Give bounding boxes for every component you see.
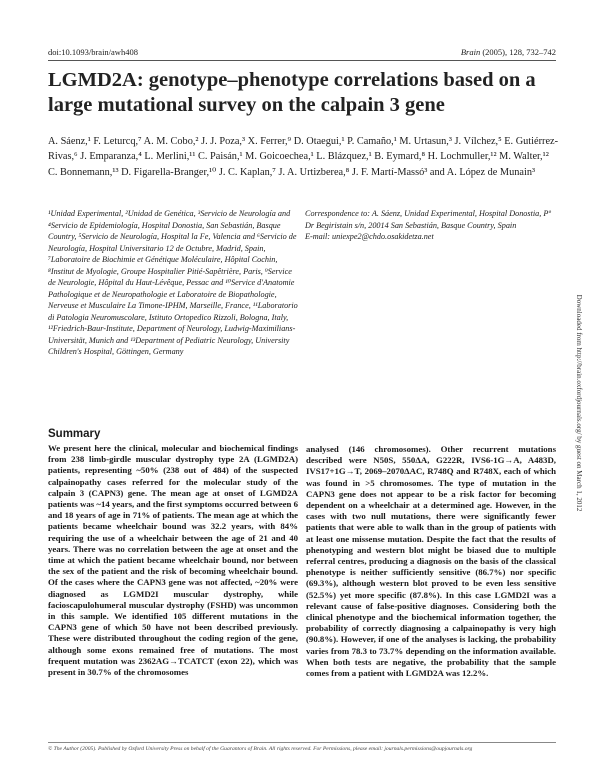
article-title: LGMD2A: genotype–phenotype correlations based on a large mutational survey on the calpain 3 gene [48, 69, 536, 116]
doi-header: doi:10.1093/brain/awh408 [48, 47, 138, 57]
correspondence-email: E-mail: uniexpe2@chdo.osakidetza.net [305, 232, 434, 241]
summary-heading: Summary [48, 428, 101, 440]
affiliations: ¹Unidad Experimental, ²Unidad de Genética, ³Servicio de Neurología and ⁴Servicio de Epidemiología, Hospital Donostia, San Sebastián, Basque Country, ⁵Servicio de Neurología, Hospital la Fe, Valencia and ⁶Servicio de Neurología, Hospital Universitario 12 de Octubre, Madrid, Spain, ⁷Laboratoire de Biochimie et Génétique Moléculaire, Hôpital Cochin, ⁸Institut de Myologie, Groupe Hospitalier Pitié-Sapêtrière, Paris, ⁹Service de Neurologie, Hôpital du Haut-Lévêque, Pessac and ¹⁰Service d'Anatomie Pathologique et de Neuropathologie et Laboratoire de Biopathologie, Nerveuse et Musculaire La Timone-IPHM, Marseille, France, ¹¹Laboratorio di Patologia Neuromuscolare, Istituto Ortopedico Rizzoli, Bologna, Italy, ¹²Friedrich-Baur-Institute, Department of Neurology, Ludwig-Maximilians-Universität, Munich and ¹³Department of Pediatric Neurology, University Children's Hospital, Göttingen, Germany [48, 209, 298, 356]
summary-column-left [48, 443, 298, 678]
summary-text-left: We present here the clinical, molecular and biochemical findings from 238 limb-girdle muscular dystrophy type 2A (LGMD2A) patients, representing ~50% (238 out of 484) of the suspected calpainopathy cases referred for the molecular study of the calpain 3 (CAPN3) gene. The mean age at onset of LGMD2A patients was ~14 years, and the first symptoms occurred between 6 and 18 years of age in 71% of patients. The mean age at which the patients became wheelchair bound was 32.2 years, with 84% requiring the use of a wheelchair between the age of 21 and 40 years. There was no correlation between the age at onset and the time at which the patient became wheelchair bound, nor between the sex of the patient and the risk of becoming wheelchair bound. Of the cases where the CAPN3 gene was not affected, ~20% were diagnosed as LGMD2I muscular dystrophy, while facioscapulohumeral muscular dystrophy (FSHD) was uncommon in this sample. We identified 105 different mutations in the CAPN3 gene of which 50 have not been described previously. These were distributed throughout the coding region of the gene, although some exons remained free of mutations. The most frequent mutation was 2362AG→TCATCT (exon 22), which was present in 30.7% of the chromosomes [48, 443, 298, 678]
summary-column-right [306, 444, 556, 679]
correspondence-address: Correspondence to: A. Sáenz, Unidad Experimental, Hospital Donostia, Pº Dr Begiristain s/n, 20014 San Sebastián, Basque Country, Spain [305, 209, 551, 230]
journal-name: Brain [460, 47, 481, 57]
correspondence-block [305, 208, 560, 243]
download-watermark-text: Downloaded from http://brain.oxfordjournals.org/ by guest on March 1, 2012 [575, 294, 583, 512]
copyright-footer: © The Author (2005). Published by Oxford University Press on behalf of the Guarantors of Brain. All rights reserved. For Permissions, please email: journals.permissions@oupjournals.org [48, 746, 473, 752]
summary-text-right: analysed (146 chromosomes). Other recurrent mutations described were N50S, 550ΔA, G222R, IVS6-1G→A, A483D, IVS17+1G→T, 2069–2070ΔAC, R748Q and R748X, each of which was found in >5 chromosomes. The type of mutation in the CAPN3 gene does not appear to be a risk factor for becoming dependent on a wheelchair at a determined age. However, in the cases with two null mutations, there were significantly fewer patients that were able to walk than in the group of patients with at least one missense mutation. Despite the fact that the results of phenotyping and western blot might be biased due to multiple referral centres, producing a diagnosis on the basis of the classical phenotype is neither sufficiently sensitive (86.7%) nor specific (69.3%), although western blot proved to be even less sensitive (52.5%) yet more specific (87.8%). In this case LGMD2I was a relevant cause of false-positive diagnoses. Considering both the clinical phenotype and the biochemical information together, the probability of correctly diagnosing a calpainopathy is very high (90.8%). However, if one of the analyses is lacking, the probability varies from 78.3 to 73.7% depending on the information available. When both tests are negative, the probability that the sample comes from a patient with LGMD2A was 12.2%. [306, 444, 556, 679]
citation-details: (2005), 128, 732–742 [480, 47, 556, 57]
footer-rule [48, 742, 556, 743]
download-watermark [573, 268, 585, 538]
author-list: A. Sáenz,¹ F. Leturcq,⁷ A. M. Cobo,² J. J. Poza,³ X. Ferrer,⁹ D. Otaegui,¹ P. Camaño,¹ M. Urtasun,³ J. Vílchez,⁵ E. Gutiérrez-Rivas,⁶ J. Emparanza,⁴ L. Merlini,¹¹ C. Paisán,¹ M. Goicoechea,¹ L. Blázquez,¹ B. Eymard,⁸ H. Lochmuller,¹² M. Walter,¹² C. Bonnemann,¹³ D. Figarella-Branger,¹⁰ J. C. Kaplan,⁷ J. A. Urtizberea,⁸ J. F. Martí-Massó³ and A. López de Munain³ [48, 136, 559, 178]
journal-citation [461, 47, 556, 57]
header-rule [48, 60, 556, 61]
